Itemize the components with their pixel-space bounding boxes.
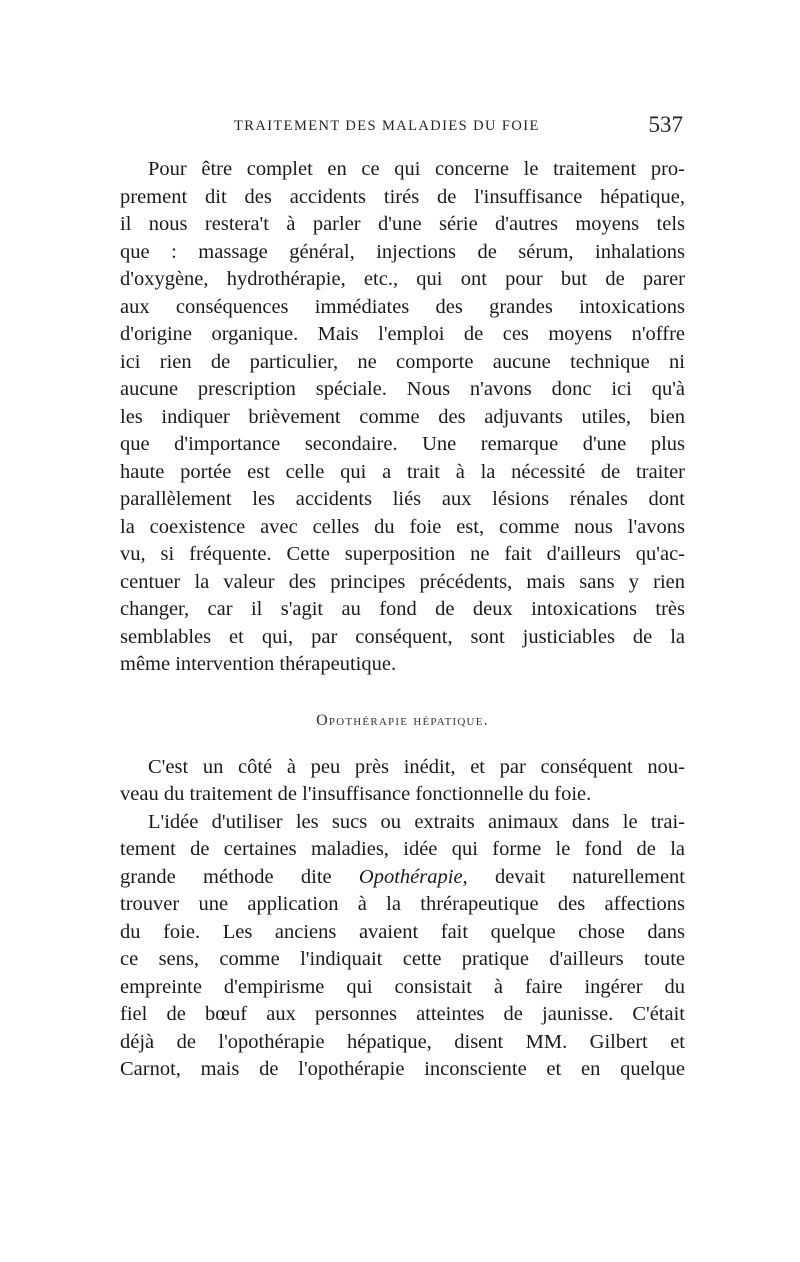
text-line: vu, si fréquente. Cette superposition ne fait d'ailleurs qu'ac-: [120, 543, 685, 565]
text-line: changer, car il s'agit au fond de deux intoxications très: [120, 598, 685, 620]
text-line: C'est un côté à peu près inédit, et par conséquent nou-: [148, 755, 685, 778]
text-line: haute portée est celle qui a trait à la nécessité de traiter: [120, 460, 685, 483]
text-line: Carnot, mais de l'opothérapie inconsciente et en quelque: [120, 1058, 685, 1080]
text-line: que d'importance secondaire. Une remarque d'une plus: [120, 433, 685, 455]
text-line-with-italic: [120, 864, 685, 892]
text-line: du foie. Les anciens avaient fait quelque chose dans: [120, 920, 685, 943]
italic-term-opotherapie: Opothérapie,: [358, 865, 468, 888]
text-line: fiel de bœuf aux personnes atteintes de jaunisse. C'était: [120, 1003, 685, 1025]
text-line: L'idée d'utiliser les sucs ou extraits animaux dans le trai-: [148, 810, 685, 833]
text-line: prement dit des accidents tirés de l'insuffisance hépatique,: [120, 185, 685, 208]
text-line: que : massage général, injections de sérum, inhalations: [120, 240, 685, 263]
text-line: Pour être complet en ce qui concerne le traitement pro-: [148, 158, 685, 180]
text-line: les indiquer brièvement comme des adjuvants utiles, bien: [120, 405, 685, 428]
running-head: [120, 112, 685, 142]
paragraph-inedit: [120, 754, 685, 809]
text-line: d'origine organique. Mais l'emploi de ces moyens n'offre: [120, 323, 685, 345]
text-line: parallèlement les accidents liés aux lésions rénales dont: [120, 488, 685, 510]
paragraph-traitement: [120, 156, 685, 679]
text-line: aucune prescription spéciale. Nous n'avons donc ici qu'à: [120, 378, 685, 400]
text-line: déjà de l'opothérapie hépatique, disent MM. Gilbert et: [120, 1030, 685, 1053]
text-line: même intervention thérapeutique.: [120, 653, 397, 675]
text-line: ici rien de particulier, ne comporte aucune technique ni: [120, 350, 685, 373]
section-title-opotherapie: Opothérapie hépatique.: [316, 711, 489, 729]
text-segment: devait naturellement: [467, 865, 685, 888]
text-line: veau du traitement de l'insuffisance fonctionnelle du foie.: [120, 783, 592, 805]
text-line: ce sens, comme l'indiquait cette pratique d'ailleurs toute: [120, 948, 685, 970]
text-line: trouver une application à la thrérapeutique des affections: [120, 893, 685, 915]
running-title: TRAITEMENT DES MALADIES DU FOIE: [234, 118, 540, 134]
text-line: semblables et qui, par conséquent, sont justiciables de la: [120, 625, 685, 648]
paragraph-idee: [120, 809, 685, 1084]
text-line: tement de certaines maladies, idée qui forme le fond de la: [120, 838, 685, 860]
text-line: centuer la valeur des principes précédents, mais sans y rien: [120, 570, 685, 593]
text-segment: grande méthode dite: [120, 865, 359, 888]
text-line: d'oxygène, hydrothérapie, etc., qui ont pour but de parer: [120, 268, 685, 290]
text-line: il nous restera't à parler d'une série d'autres moyens tels: [120, 213, 685, 235]
text-line: empreinte d'empirisme qui consistait à faire ingérer du: [120, 975, 685, 998]
page-number: 537: [648, 112, 683, 137]
text-line: la coexistence avec celles du foie est, comme nous l'avons: [120, 515, 685, 538]
book-page: [120, 112, 685, 1084]
text-line: aux conséquences immédiates des grandes intoxications: [120, 295, 685, 318]
